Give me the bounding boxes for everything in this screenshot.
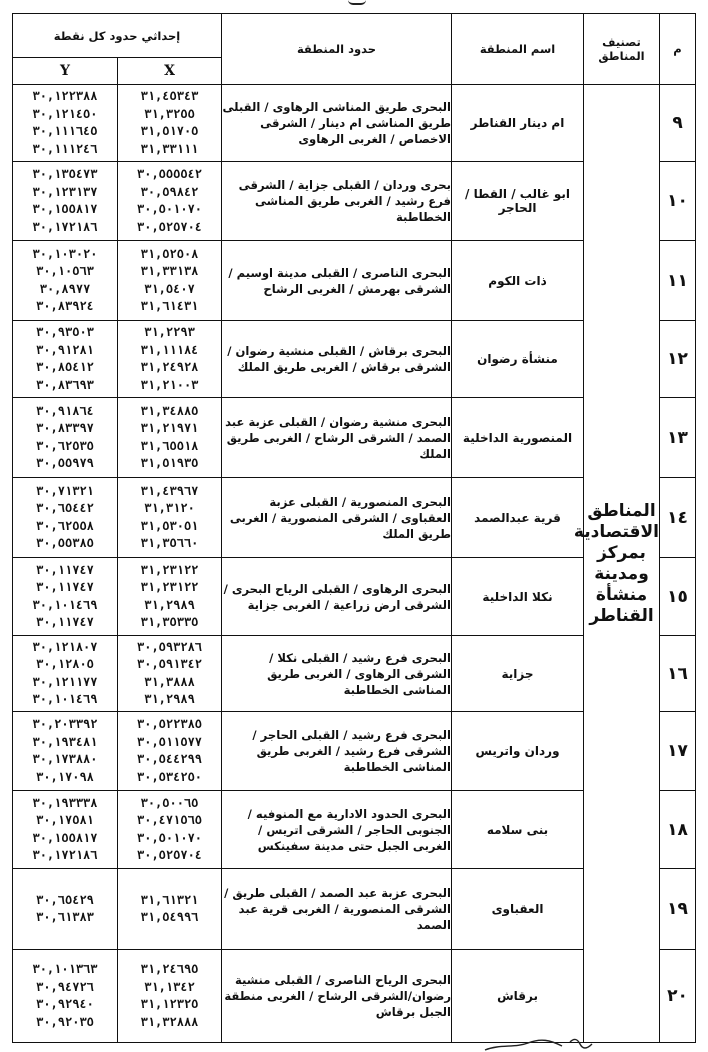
zone-boundaries: البحرى فرع رشيد / القبلى الحاجر / الشرقى فرع رشيد / الغربى طريق المناشى الخطاطبة: [222, 712, 452, 791]
zone-boundaries: البحرى فرع رشيد / القبلى نكلا / الشرقى الرهاوى / الغربى طريق المناشى الخطاطبة: [222, 636, 452, 712]
y-coordinates: [13, 162, 118, 241]
y-value: ٣٠,٩١٨٦٤: [36, 403, 94, 418]
x-value: ٣١,٢١٩٧١: [140, 421, 199, 435]
row-number: ١٨: [660, 791, 696, 869]
x-coordinates: [118, 478, 222, 558]
y-coordinates: [13, 712, 118, 791]
y-value: ٣٠,١٥٥٨١٧: [32, 830, 98, 845]
x-value: ٣١,٦١٣٢١: [140, 892, 199, 907]
zone-name: جزاية: [452, 636, 584, 712]
y-value: ٣٠,٥٥٩٧٩: [36, 456, 94, 470]
table-row: [13, 85, 696, 162]
x-value: ٣١,٤٥٣٤٣: [140, 89, 199, 103]
zone-name: نكلا الداخلية: [452, 558, 584, 636]
zone-boundaries: البحرى الحدود الادارية مع المنوفيه / الجنوبى الحاجر / الشرقى اتريس / الغربى الجبل حتى مدينة سفينكس: [222, 791, 452, 869]
y-value: ٣٠,٥٥٣٨٥: [36, 536, 94, 550]
header-x: X: [118, 58, 222, 85]
zone-boundaries: البحرى الرياح الناصرى / القبلى منشية رضوان/الشرقى الرشاح / الغربى منطقة الجبل برقاش: [222, 950, 452, 1043]
x-value: ٣٠,٤٧١٥٦٥: [137, 813, 203, 827]
zone-boundaries: البحرى عزبة عبد الصمد / القبلى طريق /الشرقى المنصورية / الغربى قرية عبد الصمد: [222, 869, 452, 950]
x-value: ٣١,٥٢٥٠٨: [140, 246, 199, 261]
y-value: ٣٠,١٣٥٤٧٣: [32, 167, 98, 181]
x-value: ٣١,٥١٩٣٥: [140, 456, 199, 470]
zone-name: ذات الكوم: [452, 241, 584, 321]
zone-boundaries: البحرى طريق المناشى الرهاوى / القبلى طريق المناشى ام دينار / الشرقى الاخصاص / الغربى الرهاوى: [222, 85, 452, 162]
y-value: ٣٠,٨٩٧٧: [39, 281, 91, 296]
y-coordinates: [13, 950, 118, 1043]
x-value: ٣٠,٥٥٥٥٤٢: [137, 167, 203, 181]
x-coordinates: [118, 558, 222, 636]
table-body: [13, 85, 696, 1043]
scan-top-edge: [0, 0, 708, 13]
x-value: ٣٠,٥٤٤٢٩٩: [137, 752, 203, 766]
x-value: ٣١,٣٤٨٨٥: [140, 403, 199, 418]
y-value: ٣٠,١٠٣٠٢٠: [32, 246, 98, 261]
y-value: ٣٠,٩٤٧٢٦: [36, 979, 94, 994]
y-value: ٣٠,١٢٢٣٨٨: [32, 89, 98, 103]
x-value: ٣١,٣٥٣٣٥: [140, 615, 199, 629]
x-value: ٣٠,٥٢٥٧٠٤: [137, 848, 203, 862]
x-value: ٣٠,٥١١٥٧٧: [137, 734, 203, 749]
x-value: ٣١,٥٣٠٥١: [140, 518, 199, 533]
row-number: ١٣: [660, 398, 696, 478]
y-value: ٣٠,١١٧٤٧: [36, 615, 94, 629]
y-value: ٣٠,١٠١٤٦٩: [32, 692, 98, 706]
x-value: ٣١,٢٣١٢٢: [140, 580, 199, 594]
table-header-row: [13, 14, 696, 58]
zone-name: بنى سلامه: [452, 791, 584, 869]
y-value: ٣٠,١٥٥٨١٧: [32, 202, 98, 216]
y-value: ٣٠,١٧٥٨١: [36, 813, 94, 827]
zones-table: [12, 13, 696, 1043]
x-value: ٣١,٣٢٥٥: [144, 106, 195, 121]
y-value: ٣٠,٧١٣٢١: [36, 483, 94, 498]
x-value: ٣١,٣٣١٣٨: [140, 264, 199, 278]
zone-boundaries: بحرى وردان / القبلى جزاية / الشرقى فرع رشيد / الغربى طريق المناشى الخطاطبة: [222, 162, 452, 241]
y-value: ٣٠,٦١٣٨٣: [36, 910, 94, 924]
x-coordinates: [118, 636, 222, 712]
x-value: ٣١,٢٢٩٣: [144, 325, 195, 339]
y-value: ٣٠,٦٢٥٣٥: [36, 438, 94, 453]
zone-name: العقباوى: [452, 869, 584, 950]
y-value: ٣٠,١٢١٤٥٠: [32, 106, 98, 121]
y-value: ٣٠,٦٢٥٥٨: [36, 518, 94, 533]
y-coordinates: [13, 241, 118, 321]
x-value: ٣٠,٥٠٠٦٥: [140, 795, 199, 810]
row-number: ١٦: [660, 636, 696, 712]
y-coordinates: [13, 636, 118, 712]
x-coordinates: [118, 791, 222, 869]
row-number: ١٢: [660, 321, 696, 398]
row-number: ١٠: [660, 162, 696, 241]
y-value: ٣٠,٨٣٣٩٧: [36, 421, 94, 435]
x-value: ٣١,٢٩٨٩: [144, 692, 195, 706]
y-value: ٣٠,١٧٣٨٨٠: [32, 752, 98, 766]
row-number: ١٥: [660, 558, 696, 636]
zone-name: منشأة رضوان: [452, 321, 584, 398]
y-value: ٣٠,١٢٨٠٥: [36, 657, 94, 671]
x-value: ٣٠,٥٢٢٣٨٥: [137, 717, 203, 731]
y-value: ٣٠,١٩٣٤٨١: [32, 734, 98, 749]
y-coordinates: [13, 398, 118, 478]
y-value: ٣٠,١١٧٤٧: [36, 562, 94, 577]
y-value: ٣٠,١٧٢١٨٦: [32, 219, 98, 234]
y-value: ٣٠,١٧٢١٨٦: [32, 848, 98, 862]
zone-name: المنصورية الداخلية: [452, 398, 584, 478]
x-value: ٣٠,٥٩٣٢٨٦: [137, 639, 203, 654]
y-value: ٣٠,٦٥٤٢٩: [36, 892, 94, 907]
x-value: ٣١,٥٤٠٧: [144, 281, 195, 296]
x-value: ٣١,٢١٠٠٣: [140, 377, 199, 392]
zone-boundaries: البحرى الرهاوى / القبلى الرياح البحرى / الشرقى ارض زراعية / الغربى جزاية: [222, 558, 452, 636]
zone-classification: المناطق الاقتصادية بمركز ومدينة منشأة القناطر: [584, 85, 660, 1043]
header-boundaries: حدود المنطقة: [222, 14, 452, 85]
y-value: ٣٠,١١١٢٤٦: [32, 141, 98, 156]
y-coordinates: [13, 321, 118, 398]
x-coordinates: [118, 162, 222, 241]
row-number: ٩: [660, 85, 696, 162]
y-value: ٣٠,١٠٥٦٣: [36, 264, 94, 278]
y-value: ٣٠,٦٥٤٤٢: [36, 501, 94, 515]
x-value: ٣١,٢٣١٢٢: [140, 562, 199, 577]
zone-boundaries: البحرى برقاش / القبلى منشية رضوان / الشرقى برقاش / الغربى طريق الملك: [222, 321, 452, 398]
y-value: ٣٠,١٢١١٧٧: [32, 674, 98, 689]
header-zone-name: اسم المنطقة: [452, 14, 584, 85]
zone-boundaries: البحرى المنصورية / القبلى عزبة العقباوى / الشرقى المنصورية / الغربى طريق الملك: [222, 478, 452, 558]
zone-boundaries: البحرى الناصرى / القبلى مدينة اوسيم / الشرقى بهرمش / الغربى الرشاح: [222, 241, 452, 321]
x-value: ٣١,٦١٤٣١: [140, 299, 199, 313]
x-coordinates: [118, 712, 222, 791]
x-coordinates: [118, 321, 222, 398]
x-value: ٣١,٢٤٦٩٥: [140, 962, 199, 976]
y-value: ٣٠,١٢٣١٣٧: [32, 184, 98, 199]
x-coordinates: [118, 85, 222, 162]
signature-scribble: [480, 1034, 640, 1052]
y-coordinates: [13, 869, 118, 950]
y-value: ٣٠,١٠١٣٦٣: [32, 962, 98, 976]
x-coordinates: [118, 950, 222, 1043]
y-value: ٣٠,١١٧٤٧: [36, 580, 94, 594]
y-value: ٣٠,١٧٠٩٨: [36, 769, 94, 784]
y-value: ٣٠,١٠١٤٦٩: [32, 597, 98, 612]
zone-name: برقاش: [452, 950, 584, 1043]
y-value: ٣٠,١١١٦٤٥: [32, 124, 98, 138]
x-coordinates: [118, 398, 222, 478]
x-value: ٣١,١٣٤٢: [144, 979, 195, 994]
y-value: ٣٠,٨٥٤١٢: [36, 360, 94, 374]
y-coordinates: [13, 478, 118, 558]
x-value: ٣٠,٥٩١٣٤٢: [137, 657, 203, 671]
page-top-mark: [348, 0, 366, 5]
x-value: ٣٠,٥٢٥٧٠٤: [137, 219, 203, 234]
row-number: ١١: [660, 241, 696, 321]
row-number: ١٤: [660, 478, 696, 558]
header-num: م: [660, 14, 696, 85]
y-value: ٣٠,٨٣٦٩٣: [36, 377, 94, 392]
row-number: ١٧: [660, 712, 696, 791]
y-value: ٣٠,٢٠٣٣٩٢: [32, 717, 98, 731]
x-value: ٣١,١٢٣٢٥: [140, 997, 199, 1011]
x-value: ٣٠,٥٠١٠٧٠: [137, 202, 203, 216]
y-value: ٣٠,٩٢٩٤٠: [36, 997, 94, 1011]
zone-boundaries: البحرى منشية رضوان / القبلى عزبة عبد الصمد / الشرقى الرشاح / الغربى طريق الملك: [222, 398, 452, 478]
zone-name: ابو غالب / القطا / الحاجر: [452, 162, 584, 241]
zone-name: ام دينار القناطر: [452, 85, 584, 162]
header-coordinates: إحداثي حدود كل نقطة: [13, 14, 222, 58]
x-value: ٣١,٣١٢٠: [144, 501, 195, 515]
y-value: ٣٠,٨٣٩٢٤: [36, 299, 94, 313]
y-coordinates: [13, 558, 118, 636]
y-coordinates: [13, 791, 118, 869]
x-value: ٣١,٦٥٥١٨: [140, 438, 199, 453]
x-value: ٣١,٣٥٦٦٠: [140, 536, 199, 550]
x-value: ٣١,٥٤٩٩٦: [140, 910, 199, 924]
x-coordinates: [118, 241, 222, 321]
x-value: ٣١,٤٣٩٦٧: [140, 483, 199, 498]
x-value: ٣٠,٥٠١٠٧٠: [137, 830, 203, 845]
x-value: ٣٠,٥٩٨٤٢: [140, 184, 199, 199]
row-number: ٢٠: [660, 950, 696, 1043]
header-y: Y: [13, 58, 118, 85]
x-value: ٣١,٣٢٨٨٨: [140, 1014, 199, 1029]
x-value: ٣١,٥١٧٠٥: [140, 124, 199, 138]
x-coordinates: [118, 869, 222, 950]
y-value: ٣٠,١٩٣٣٣٨: [32, 795, 98, 810]
zone-name: قرية عبدالصمد: [452, 478, 584, 558]
x-value: ٣١,١١١٨٤: [140, 342, 199, 357]
x-value: ٣٠,٥٣٤٢٥٠: [137, 769, 203, 784]
y-value: ٣٠,٩٢٠٣٥: [36, 1014, 94, 1029]
y-value: ٣٠,٩٣٥٠٣: [36, 325, 94, 339]
x-value: ٣١,٢٤٩٢٨: [140, 360, 199, 374]
y-value: ٣٠,١٢١٨٠٧: [32, 639, 98, 654]
y-coordinates: [13, 85, 118, 162]
x-value: ٣١,٣٣١١١: [140, 141, 199, 156]
header-classification: تصنيف المناطق: [584, 14, 660, 85]
y-value: ٣٠,٩١٢٨١: [36, 342, 94, 357]
x-value: ٣١,٢٩٨٩: [144, 597, 195, 612]
row-number: ١٩: [660, 869, 696, 950]
x-value: ٣١,٣٨٨٨: [144, 674, 195, 689]
zone-name: وردان واتريس: [452, 712, 584, 791]
